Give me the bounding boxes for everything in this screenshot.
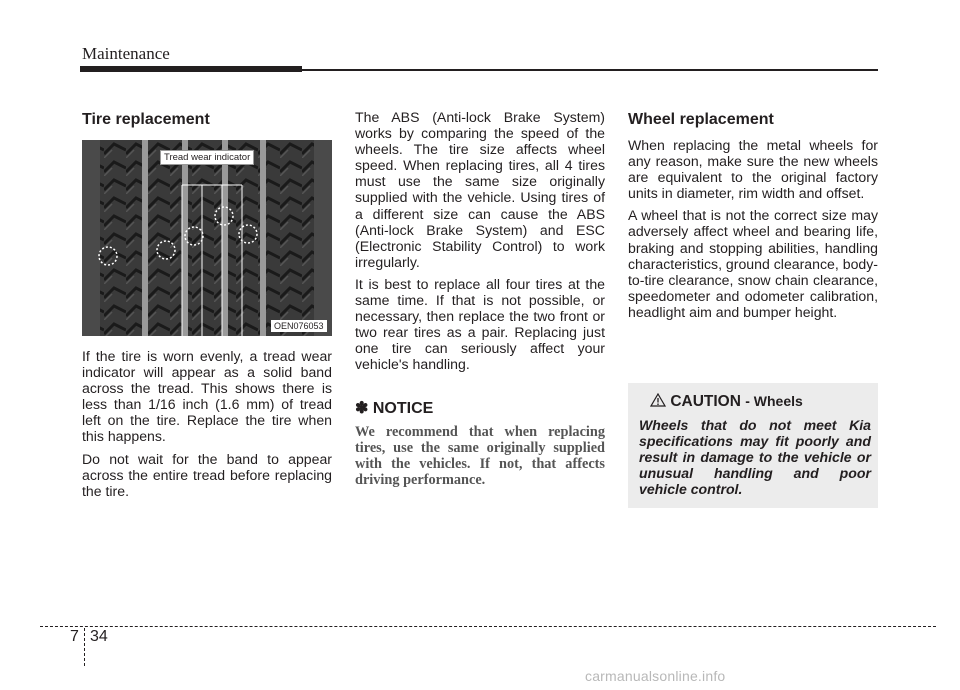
wrong-size-paragraph: A wheel that is not the correct size may adversely affect wheel and bearing life, braking and stopping abilities, handling characteristics, ground clearance, body-to-tire clearance, snow chain clearance, speedometer and odometer calibration, headlight aim and bumper height. [628,207,878,320]
tire-replacement-heading: Tire replacement [82,111,210,128]
caution-subtitle: - Wheels [745,393,803,409]
notice-block [355,398,605,488]
caution-label: CAUTION [670,393,741,410]
notice-icon: ✽ [355,400,369,417]
wheel-replacement-heading: Wheel replacement [628,111,774,128]
replace-four-paragraph: It is best to replace all four tires at the same time. If that is not possible, or necessary, then replace the two front or two rear tires as a pair. Replacing just one tire can seriously affect your vehicle's handling. [355,275,605,373]
page-header-title: Maintenance [82,44,170,63]
warning-triangle-icon [650,393,666,407]
chapter-number: 7 [70,628,79,645]
band-wait-paragraph: Do not wait for the band to appear across the entire tread before replacing the tire. [82,450,332,499]
right-column-text [628,137,878,320]
notice-title [355,398,605,418]
footer-divider [84,628,85,666]
left-column-text [82,348,332,499]
figure-code: OEN076053 [271,320,327,332]
abs-paragraph: The ABS (Anti-lock Brake System) works by comparing the speed of the wheels. The tire size affects wheel speed. When replacing tires, all 4 tires must use the same size originally supplied with the vehicle. Using tires of a different size can cause the ABS (Anti-lock Brake System) and ESC (Electronic Stability Control) to work irregularly. [355,109,605,270]
footer-rule [40,626,936,627]
header-rule-thin [302,69,878,71]
tread-wear-indicator-label: Tread wear indicator [160,150,254,165]
notice-title-text: NOTICE [372,400,434,417]
watermark: carmanualsonline.info [585,668,726,684]
tread-wear-figure [82,140,332,336]
middle-column-text [355,109,605,373]
caution-title [650,393,803,411]
tread-wear-paragraph: If the tire is worn evenly, a tread wear indicator will appear as a solid band across the tread. This shows there is less than 1/16 inch (1.6 mm) of tread left on the tire. Replace the tire when this happens. [82,348,332,445]
caution-text: Wheels that do not meet Kia specifications may fit poorly and result in damage to the vehicle or unusual handling and poor vehicle control. [639,417,871,498]
notice-text: We recommend that when replacing tires, use the same originally supplied with the vehicles. If not, that affects driving performance. [355,424,605,489]
page-number: 34 [90,628,108,645]
header-rule-thick [80,66,302,72]
tire-tread-illustration [82,140,332,336]
metal-wheels-paragraph: When replacing the metal wheels for any reason, make sure the new wheels are equivalent to the original factory units in diameter, rim width and offset. [628,137,878,202]
